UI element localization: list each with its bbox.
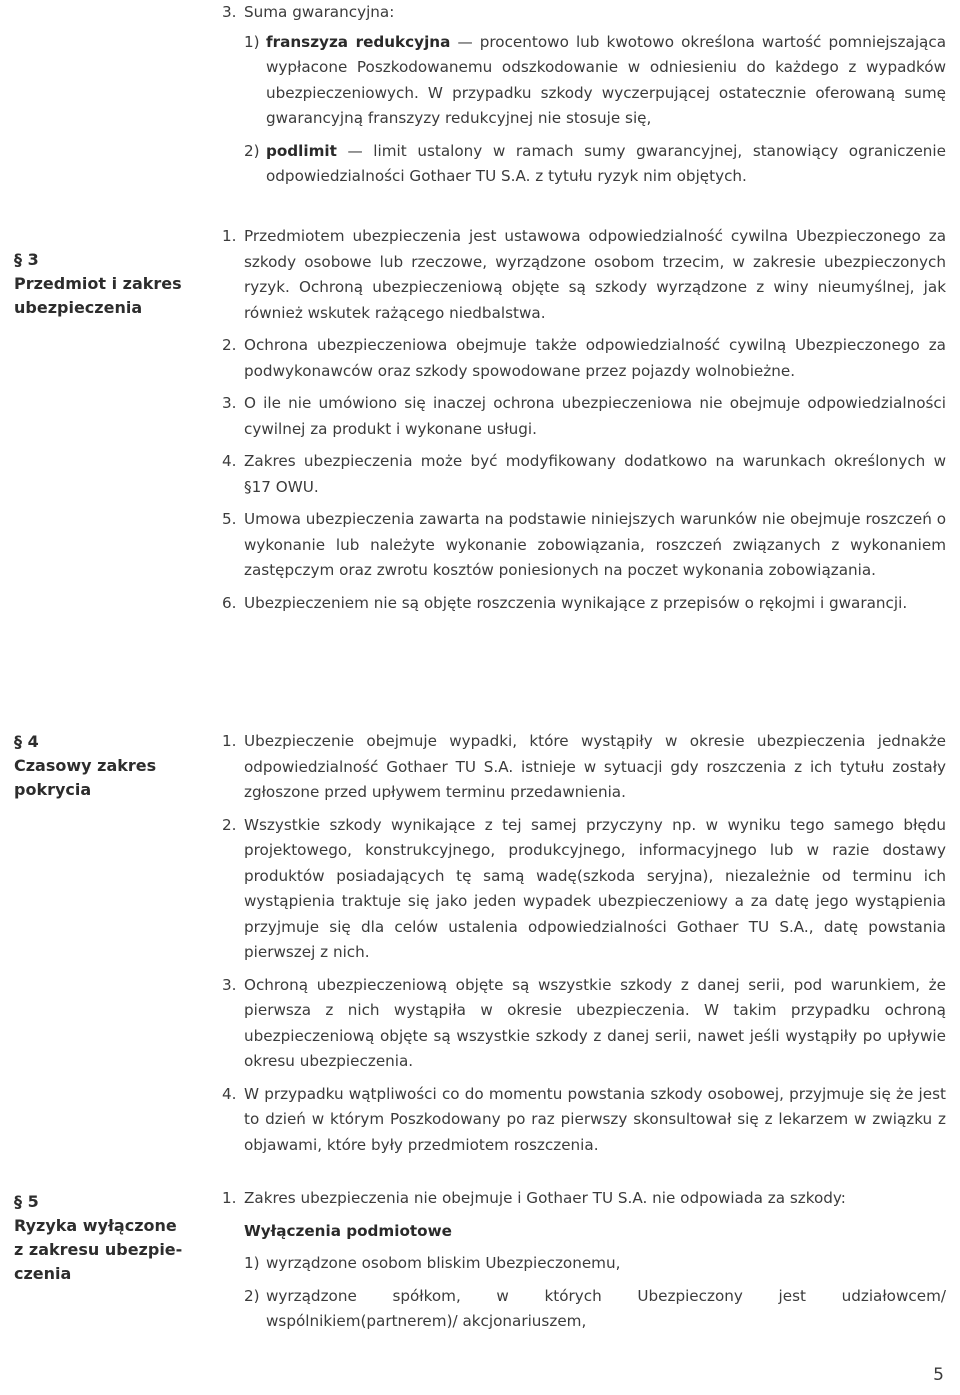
- intro-item-1: [222, 30, 946, 132]
- section-4-item-4-text: W przypadku wątpliwości co do momentu powstania szkody osobowej, przyjmuje się że jest to dzień w którym Poszkodowany po raz pierwszy skonsultował się z lekarzem w związku z objawami, które były przedmiotem roszczenia.: [244, 1084, 946, 1154]
- section-3-item-5-text: Umowa ubezpieczenia zawarta na podstawie niniejszych warunków nie obejmuje roszczeń o wykonanie lub należyte wykonanie zobowiązania, roszczeń związanych z wykonaniem zastępczym oraz zwrotu kosztów poniesionych na poczet wykonania zobowiązania.: [244, 510, 946, 579]
- intro-item-2-num: 2): [244, 141, 260, 160]
- section-4-number: § 4: [14, 732, 39, 751]
- section-5-subitem-2-num: 2): [244, 1286, 260, 1305]
- section-5-title: Ryzyka wyłączone z zakresu ubezpie- czenia: [14, 1216, 183, 1283]
- section-3-item-1: [222, 224, 946, 326]
- section-3-item-4: [222, 449, 946, 500]
- intro-item-1-text: — procentowo lub kwotowo określona wartość pomniejszająca wypłacone Poszkodowanemu odszkodowanie w odniesieniu do każdego z wypadków ubezpieczeniowych. W przypadku szkody wyczerpującej ostatecznie oferowaną sumę gwarancyjną franszyzy redukcyjnej nie stosuje się,: [266, 32, 947, 127]
- intro-item-2-text: — limit ustalony w ramach sumy gwarancyjnej, stanowiący ograniczenie odpowiedzialności Gothaer TU S.A. z tytułu ryzyk nim objętych.: [266, 141, 946, 185]
- section-5-subitem-2: [222, 1284, 946, 1335]
- section-3-item-6-num: 6.: [222, 593, 237, 612]
- section-4-item-1: [222, 729, 946, 806]
- section-4-item-3-text: Ochroną ubezpieczeniową objęte są wszystkie szkody z danej serii, pod warunkiem, że pierwsza z nich wystąpiła w okresie ubezpieczenia. W takim przypadku ochroną ubezpieczeniową objęte są wszystkie szkody z danej serii, nawet jeśli wystąpiły po upływie okresu ubezpieczenia.: [244, 975, 946, 1070]
- section-5-lead-text: Zakres ubezpieczenia nie obejmuje i Gothaer TU S.A. nie odpowiada za szkody:: [244, 1189, 846, 1207]
- section-4-label: [14, 730, 194, 802]
- intro-item-1-term: franszyza redukcyjna: [266, 32, 451, 51]
- section-4-item-2-num: 2.: [222, 815, 237, 834]
- section-5-label: [14, 1190, 194, 1286]
- section-5-lead: [222, 1186, 946, 1212]
- section-5-subitem-1-text: wyrządzone osobom bliskim Ubezpieczonemu,: [266, 1254, 621, 1272]
- page-number: 5: [933, 1365, 944, 1385]
- section-5-subitem-2-text: wyrządzone spółkom, w których Ubezpieczony jest udziałowcem/ wspólnikiem(partnerem)/ akcjonariuszem,: [266, 1286, 946, 1330]
- section-4-item-1-text: Ubezpieczenie obejmuje wypadki, które wystąpiły w okresie ubezpieczenia jednakże odpowiedzialność Gothaer TU S.A. istnieje w sytuacji gdy roszczenia z ich tytułu zostały zgłoszone przed upływem terminu przedawnienia.: [244, 732, 946, 801]
- section-4-item-2: [222, 813, 946, 966]
- section-5-subitem-1-num: 1): [244, 1254, 260, 1272]
- section-3-item-1-num: 1.: [222, 227, 237, 245]
- section-3-item-3-text: O ile nie umówiono się inaczej ochrona ubezpieczeniowa nie obejmuje odpowiedzialności cywilnej za produkt i wykonane usługi.: [244, 394, 946, 438]
- section-3-item-6-text: Ubezpieczeniem nie są objęte roszczenia wynikające z przepisów o rękojmi i gwarancji.: [244, 593, 908, 612]
- section-3-item-5: [222, 507, 946, 584]
- section-4-item-1-num: 1.: [222, 732, 237, 750]
- section-3-item-4-text: Zakres ubezpieczenia może być modyfikowany dodatkowo na warunkach określonych w §17 OWU.: [244, 452, 946, 496]
- intro-item-2: [222, 139, 946, 190]
- section-4-item-3-num: 3.: [222, 975, 237, 994]
- section-5-subheading: Wyłączenia podmiotowe: [244, 1221, 452, 1240]
- section-3-item-6: [222, 591, 946, 617]
- intro-item-1-num: 1): [244, 32, 260, 51]
- section-3-item-4-num: 4.: [222, 452, 237, 470]
- intro-item-2-term: podlimit: [266, 141, 337, 160]
- section-3-item-5-num: 5.: [222, 510, 237, 528]
- section-3-item-1-text: Przedmiotem ubezpieczenia jest ustawowa odpowiedzialność cywilna Ubezpieczonego za szkody osobowe lub rzeczowe, wyrządzone osobom trzecim, w zakresie ubezpieczonych ryzyk. Ochroną ubezpieczeniową objęte są szkody wyrządzone z winy nieumyślnej, jak również wskutek rażącego niedbalstwa.: [244, 227, 946, 322]
- section-3-item-3-num: 3.: [222, 394, 237, 412]
- section-5-number: § 5: [14, 1192, 39, 1211]
- section-4-item-4: [222, 1082, 946, 1159]
- section-4-item-2-text: Wszystkie szkody wynikające z tej samej przyczyny np. w wyniku tego samego błędu projektowego, konstrukcyjnego, produkcyjnego, informacyjnego lub w razie dostawy produktów posiadających tę samą wadę(szkoda seryjna), niezależnie od terminu ich wystąpienia traktuje się jako jeden wypadek ubezpieczeniowy a za datę jego wystąpienia przyjmuje się dla celów ustalenia odpowiedzialności Gothaer TU S.A., datę powstania pierwszej z nich.: [244, 815, 946, 961]
- section-3-item-2-text: Ochrona ubezpieczeniowa obejmuje także odpowiedzialność cywilną Ubezpieczonego za podwykonawców oraz szkody spowodowane przez pojazdy wolnobieżne.: [244, 336, 946, 380]
- section-3-item-3: [222, 391, 946, 442]
- section-3-title: Przedmiot i zakres ubezpieczenia: [14, 274, 182, 317]
- intro-heading: [222, 0, 946, 26]
- section-3-item-2: [222, 333, 946, 384]
- section-4-body: [222, 729, 946, 1165]
- intro-heading-num: 3.: [222, 3, 237, 21]
- section-3-label: [14, 248, 194, 320]
- section-4-item-4-num: 4.: [222, 1084, 237, 1103]
- section-5-lead-num: 1.: [222, 1189, 237, 1207]
- section-4-item-3: [222, 973, 946, 1075]
- section-3-number: § 3: [14, 250, 39, 269]
- intro-heading-text: Suma gwarancyjna:: [244, 3, 395, 21]
- section-5-subitem-1: [222, 1251, 946, 1277]
- section-5-body: [222, 1186, 946, 1342]
- intro-block: [222, 0, 946, 197]
- section-4-title: Czasowy zakres pokrycia: [14, 756, 157, 799]
- section-3-item-2-num: 2.: [222, 336, 237, 354]
- section-3-body: [222, 224, 946, 623]
